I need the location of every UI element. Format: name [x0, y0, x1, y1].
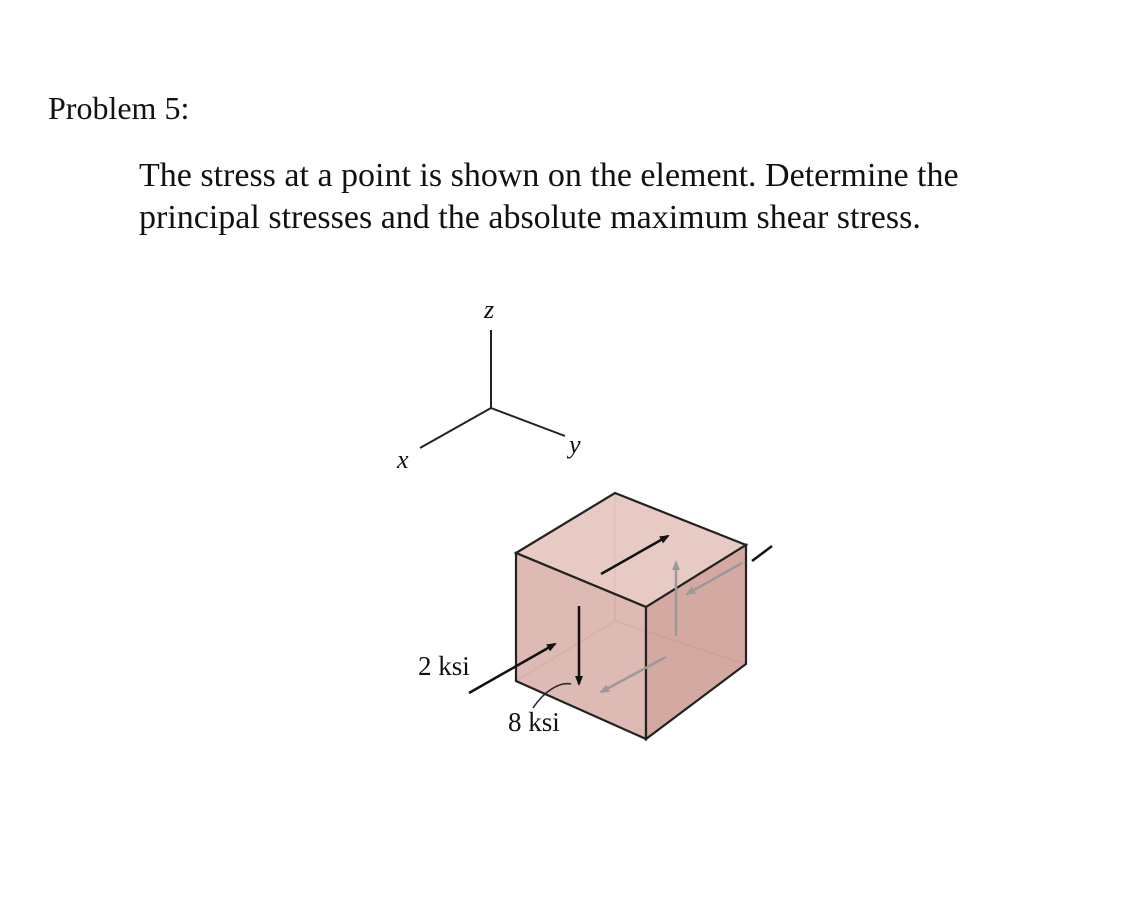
y-axis-label: y [569, 430, 581, 459]
stress-element-cube [469, 493, 772, 739]
problem-statement-line-2: principal stresses and the absolute maximum shear stress. [139, 199, 921, 236]
shear-stress-label: 8 ksi [508, 707, 560, 737]
z-axis-label: z [484, 295, 495, 324]
x-axis-line [420, 408, 491, 448]
problem-heading: Problem 5: [48, 90, 190, 126]
coordinate-axes [396, 295, 581, 474]
normal-stress-label: 2 ksi [418, 651, 470, 681]
problem-statement-line-1: The stress at a point is shown on the element. Determine the [139, 157, 959, 194]
normal-stress-arrow-opposite [752, 546, 772, 561]
x-axis-label: x [397, 445, 409, 474]
y-axis-line [491, 408, 565, 436]
